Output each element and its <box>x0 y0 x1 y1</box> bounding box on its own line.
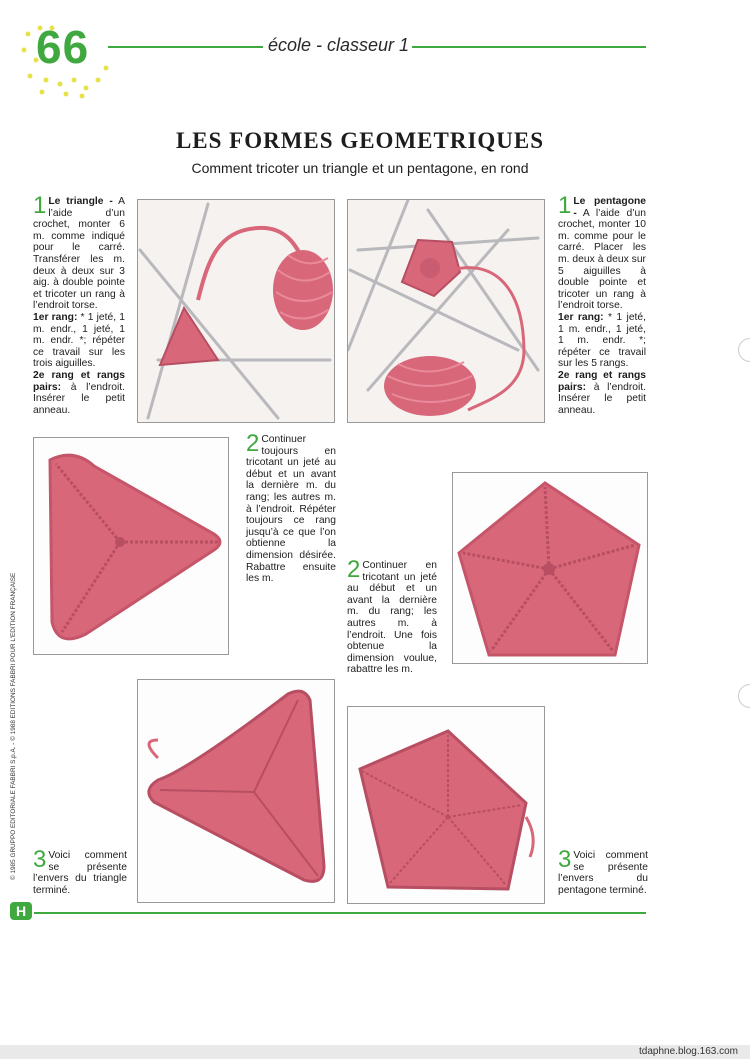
triangle-step3-text <box>33 846 127 896</box>
step-number: 1 <box>558 192 572 219</box>
photo-pentagon-front <box>452 472 648 664</box>
step-text: A l’aide d’un crochet, monter 6 m. comme indiqué pour le carré. Transférer les m. deux à deux sur 3 aig. à double pointe et tricoter un rang à l’endroit torse. <box>33 196 126 312</box>
row2-label: 2e rang et rangs pairs: <box>558 369 646 393</box>
photo-pentagon-back <box>347 706 545 904</box>
step-text: Voici comment se présente l’envers du pentagone terminé. <box>558 850 648 896</box>
photo-pentagon-on-needles <box>347 199 545 423</box>
pentagon-back-illustration <box>348 707 544 903</box>
pentagon-step2-text <box>347 556 437 676</box>
triangle-needles-illustration <box>138 200 334 422</box>
step-text: Continuer toujours en tricotant un jeté au début et un avant la dernière m. du rang; les autres m. à l’endroit. Répéter toujours ce rang jusqu’à ce que l’on obtienne la dimension désirée. Rabattre ensuite les m. <box>246 434 336 585</box>
row2-text: à l’endroit. Insérer le petit anneau. <box>558 381 646 416</box>
punch-hole <box>738 684 750 708</box>
page-number: 66 <box>36 21 90 73</box>
watermark-bar <box>0 1045 750 1059</box>
row2-label: 2e rang et rangs pairs: <box>33 369 125 393</box>
footer-logo-letter: H <box>15 903 27 919</box>
step-number: 1 <box>33 192 47 219</box>
step-text: Voici comment se présente l’envers du triangle terminé. <box>33 850 127 896</box>
watermark: tdaphne.blog.163.com <box>639 1046 738 1057</box>
triangle-front-illustration <box>34 438 228 654</box>
pentagon-front-illustration <box>453 473 647 663</box>
triangle-back-illustration <box>138 680 334 902</box>
triangle-step1-text <box>33 192 126 416</box>
copyright-vertical <box>8 520 20 880</box>
page-subtitle: Comment tricoter un triangle et un pentagone, en rond <box>191 160 529 176</box>
row2-text: à l’endroit. Insérer le petit anneau. <box>33 381 125 416</box>
row1-text: * 1 jeté, 1 m. endr., 1 jeté, 1 m. endr. *; répéter ce travail sur les 5 rangs. <box>558 311 646 370</box>
pentagon-step3-text <box>558 846 648 896</box>
row1-text: * 1 jeté, 1 m. endr., 1 jeté, 1 m. endr. *; répéter ce travail sur les trois aiguilles. <box>33 311 125 370</box>
copyright-text: © 1985 GRUPPO EDITORIALE FABBRI S.p.A. - © 1988 EDITIONS FABBRI POUR L’EDITION FRANÇAISE <box>10 572 17 880</box>
step-heading: Le pentagone - <box>573 196 646 219</box>
step-number: 2 <box>347 556 361 583</box>
photo-triangle-back <box>137 679 335 903</box>
step-heading: Le triangle - <box>48 196 113 207</box>
step-text: A l’aide d’un crochet, monter 10 m. comme pour le carré. Placer les m. deux à deux sur 5 aiguilles à double pointe et tricoter un rang à l’endroit torse. <box>558 207 646 312</box>
header-rule-left <box>108 46 263 48</box>
footer-logo <box>10 902 32 920</box>
page-title: LES FORMES GEOMETRIQUES <box>175 128 545 153</box>
row1-label: 1er rang: <box>558 311 604 323</box>
pentagon-step1-text <box>558 192 646 416</box>
step-number: 3 <box>33 846 47 873</box>
series-title: école - classeur 1 <box>268 35 410 55</box>
pentagon-needles-illustration <box>348 200 544 422</box>
step-text: Continuer en tricotant un jeté au début et un avant la dernière m. du rang; les autres m. à l’endroit. Une fois obtenue la dimension voulue, rabattre les m. <box>347 560 437 676</box>
triangle-step2-text <box>246 430 336 585</box>
footer-rule <box>34 912 646 914</box>
row1-label: 1er rang: <box>33 311 78 323</box>
header-rule-right <box>412 46 646 48</box>
photo-triangle-on-needles <box>137 199 335 423</box>
photo-triangle-front <box>33 437 229 655</box>
punch-hole <box>738 338 750 362</box>
step-number: 3 <box>558 846 572 873</box>
step-number: 2 <box>246 430 260 457</box>
